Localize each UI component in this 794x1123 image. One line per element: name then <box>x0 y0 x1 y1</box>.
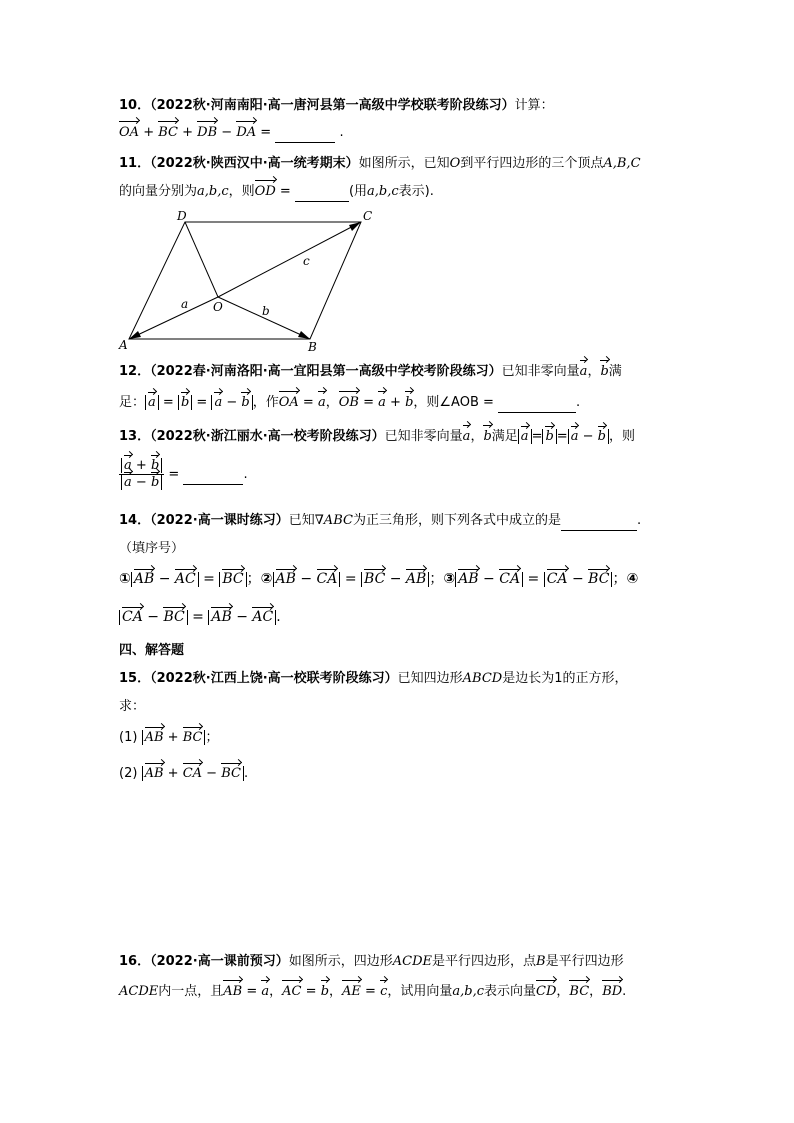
label-A: A <box>119 338 128 352</box>
vector-c <box>218 222 361 297</box>
q14-hint: （填序号） <box>119 541 185 556</box>
ratio-fraction: $\frac{a + b}{a - b}$ <box>119 458 164 491</box>
label-D: D <box>177 209 187 223</box>
q11-line1: 11．（2022秋·陕西汉中·高一统考期末）如图所示，已知O到平行四边形的三个顶点A,B,C <box>119 156 641 171</box>
q13-line2: $\frac{a + b}{a - b}$ = . <box>119 458 248 491</box>
parallelogram-figure <box>115 205 385 355</box>
q13-line1: 13．（2022秋·浙江丽水·高一校考阶段练习）已知非零向量a，b满足 a = b = a − b ，则 <box>119 429 635 444</box>
label-c: c <box>303 254 310 268</box>
answer-blank[interactable] <box>275 124 335 143</box>
label-b: b <box>262 304 270 318</box>
q14-line1: 14．（2022·高一课时练习）已知∇ABC为正三角形，则下列各式中成立的是 . <box>119 512 641 531</box>
q15-part2: (2) AB + CA − BC . <box>119 766 249 781</box>
q10-line1: 10．（2022秋·河南南阳·高一唐河县第一高级中学校联考阶段练习）计算： <box>119 98 554 113</box>
q10-expression: OA + BC + DB − DA = . <box>119 124 344 143</box>
q12-line2: 足： a = b = a − b ，作OA = a，OB = a + b，则∠AOB = . <box>119 394 580 413</box>
q15-line1: 15．（2022秋·江西上饶·高一校联考阶段练习）已知四边形ABCD是边长为1的正方形， <box>119 671 628 686</box>
label-B: B <box>308 340 317 354</box>
q16-line2: ACDE内一点，且AB = a，AC = b，AE = c，试用向量a,b,c表示向量CD，BC，BD. <box>119 984 627 999</box>
segment-od <box>185 222 218 297</box>
q15-part1: (1) AB + BC ； <box>119 730 219 745</box>
answer-blank[interactable] <box>498 394 576 413</box>
answer-blank[interactable] <box>295 183 349 202</box>
q14-options-line1: ① AB − AC = BC ；② AB − CA = BC − AB ；③ AB − CA = CA − BC ；④ <box>119 571 639 587</box>
q11-line2: 的向量分别为a,b,c，则OD = (用a,b,c表示). <box>119 183 434 202</box>
answer-blank[interactable] <box>561 512 637 531</box>
answer-blank[interactable] <box>183 466 243 485</box>
section-title: 四、解答题 <box>119 643 185 658</box>
q16-line1: 16．（2022·高一课前预习）如图所示，四边形ACDE是平行四边形，点B是平行四边形 <box>119 954 624 969</box>
vector-a <box>129 297 218 339</box>
q14-options-line2: CA − BC = AB − AC . <box>119 608 281 626</box>
label-O: O <box>213 300 223 314</box>
q15-ask: 求： <box>119 699 146 714</box>
q12-line1: 12．（2022春·河南洛阳·高一宜阳县第一高级中学校考阶段练习）已知非零向量a，b满 <box>119 364 622 379</box>
label-C: C <box>363 209 373 223</box>
label-a: a <box>181 297 189 311</box>
parallelogram-outline <box>129 222 361 339</box>
arrowhead-b <box>298 331 310 339</box>
